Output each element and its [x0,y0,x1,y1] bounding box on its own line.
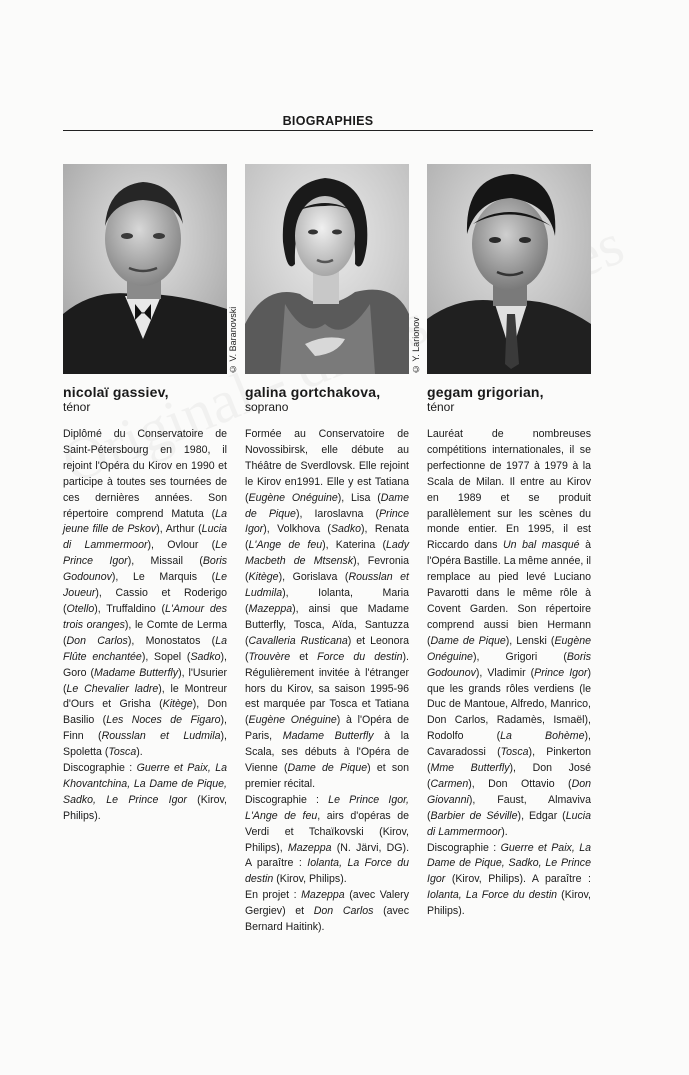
artist-column-1 [63,164,227,825]
bio-text: ), Lisa ( [337,491,381,504]
bio-text: ), Don José ( [427,762,592,790]
bio-italic-text: Don Giovanni [427,777,591,806]
bio-text: ), Le Marquis ( [111,571,216,584]
bio-italic-text: Le Prince Igor, L'Ange de feu [245,793,409,822]
bio-italic-text: Un bal masqué [502,539,580,552]
bio-paragraph [63,427,227,761]
bio-text: (Kirov, Philips). [273,873,347,886]
bio-text: (avec Valery Gergiev) et [245,889,409,918]
bio-italic-text: Eugène Onéguine [248,491,338,504]
bio-text: Discographie : [245,793,329,806]
bio-text: ), Pinkerton ( [427,746,592,775]
bio-italic-text: Les Noces de Figaro [106,714,221,727]
bio-text: (Kirov, Philips). [427,889,591,918]
bio-italic-text: Prince Igor [534,666,588,679]
artist-column-3 [427,164,591,920]
bio-italic-text: Iolanta, La Force du destin [427,889,558,902]
bio-italic-text: L'Ange de feu [248,539,323,552]
photo-credit: © V. Baranovski [228,306,238,374]
bio-italic-text: Guerre et Paix, La Khovantchina, La Dame de Pique, Sadko, Le Prince Igor [63,762,227,806]
bio-text: ), Sopel ( [141,650,191,663]
bio-italic-text: Dame de Pique [430,634,506,647]
bio-text: ) que les grands rôles verdiens (le Duc de Mantoue, Alfredo, Manrico, Don Carlos, Radamès, Ismaël), Rodolfo ( [427,666,591,743]
bio-italic-text: Tosca [108,746,137,759]
bio-text: et [290,650,318,663]
artist-role: soprano [245,400,289,414]
bio-italic-text: Boris Godounov [63,555,227,584]
bio-text: ), Iaroslavna ( [295,507,379,520]
bio-italic-text: Cavalleria Rusticana [248,634,348,647]
section-header [63,114,593,131]
bio-text: ) et Leonora ( [245,634,409,663]
bio-text: (Kirov, Philips). A paraître : [445,873,591,886]
bio-italic-text: Eugène Onéguine [427,634,591,663]
bio-text: ), Arthur ( [156,523,202,536]
bio-italic-text: Lucia di Lammermoor [63,523,227,552]
bio-italic-text: Mazeppa [287,841,332,854]
bio-paragraph [427,427,591,841]
artist-column-2 [245,164,409,936]
bio-italic-text: Tosca [500,746,529,759]
bio-text: ), Grigori ( [472,650,567,663]
bio-italic-text: Iolanta, La Force du destin [245,857,409,886]
bio-paragraph [427,841,591,921]
bio-paragraph [63,761,227,825]
bio-italic-text: Mazeppa [248,602,293,615]
bio-text: En projet : [245,889,302,902]
bio-text: ) à l'Opéra de Paris, [245,714,409,743]
bio-text: ), Renata ( [245,523,409,552]
portrait-graphic-3 [427,164,591,374]
bio-italic-text: Sadko [190,650,221,663]
bio-italic-text: Boris Godounov [427,650,591,679]
bio-italic-text: Le Joueur [63,571,227,600]
bio-text: ) et son premier récital. [245,762,409,790]
bio-text: Diplômé du Conservatoire de Saint-Pétersbourg en 1980, il rejoint l'Opéra du Kirov en 1990 et participe à toutes ses tournées de ces dernières années. Son répertoire comprend Matuta ( [63,428,227,520]
artist-bio [427,427,591,920]
portrait-graphic-1 [63,164,227,374]
bio-text: ), Iolanta, Maria ( [245,587,409,615]
bio-text: (avec Bernard Haitink). [245,905,410,934]
bio-text: ), le Montreur d'Ours et Grisha ( [63,682,227,711]
bio-text: à la Scala, ses débuts à l'Opéra de Vienne ( [245,730,409,775]
bio-italic-text: Don Carlos [66,634,128,647]
bio-text: ), Cavaradossi ( [427,730,591,759]
bio-italic-text: Rousslan et Ludmila [101,730,221,743]
artist-name: galina gortchakova, [245,384,381,400]
bio-text: Lauréat de nombreuses compétitions internationales, il se perfectionne de 1977 à 1979 à la Scala de Milan. Il entre au Kirov en 1989 et se produit parallèlement sur les scènes du monde entier. En 1995, il est Riccardo dans [427,428,591,552]
artist-photo-1 [63,164,227,374]
bio-italic-text: L'Amour des trois oranges [63,602,227,631]
bio-italic-text: Madame Butterfly [282,730,374,743]
bio-text: ), Vladimir ( [475,666,535,679]
bio-italic-text: Rousslan et Ludmila [245,571,409,600]
bio-paragraph [245,427,409,793]
bio-italic-text: La jeune fille de Pskov [63,507,227,536]
bio-italic-text: Prince Igor [245,507,409,536]
bio-italic-text: Force du destin [317,650,403,663]
bio-text: ), Goro ( [63,650,227,679]
artist-photo-2 [245,164,409,374]
bio-italic-text: La Bohème [500,730,585,743]
bio-paragraph [245,793,409,888]
bio-italic-text: Madame Butterfly [94,666,179,679]
bio-text: ). [136,746,143,759]
artist-bio [63,427,227,825]
bio-italic-text: Lady Macbeth de Mtsensk [245,539,409,568]
bio-text: ), Fevronia ( [245,555,409,584]
bio-text: ), Spoletta ( [63,730,227,759]
bio-text: ). [501,825,508,838]
bio-text: ), Ovlour ( [147,539,216,552]
bio-text: (Kirov, Philips). [63,793,227,822]
portrait-graphic-2 [245,164,409,374]
bio-italic-text: Mme Butterfly [430,762,510,775]
bio-text: ), Cassio et Roderigo ( [63,587,227,615]
bio-italic-text: La Flûte enchantée [63,634,227,663]
bio-italic-text: Sadko [330,523,362,536]
bio-text: ). Régulièrement invitée à l'étranger hors du Kirov, sa saison 1995-96 est marquée par Tosca et Tatiana ( [245,650,409,727]
artist-name: nicolaï gassiev, [63,384,169,400]
bio-text: ), le Comte de Lerma ( [63,618,227,647]
bio-text: ), ainsi que Madame Butterfly, Tosca, Aïda, Santuzza ( [245,602,409,647]
bio-italic-text: Don Carlos [313,905,374,918]
artist-bio [245,427,409,936]
bio-italic-text: Guerre et Paix, La Dame de Pique, Sadko, Le Prince Igor [427,841,591,886]
bio-text: ), Finn ( [63,714,227,743]
bio-text: Formée au Conservatoire de Novossibirsk, elle débute au Théâtre de Sverdlovsk. Elle rejoint le Kirov en1991. Elle y est Tatiana ( [245,428,409,504]
bio-text: ), Volkhova ( [263,523,331,536]
bio-italic-text: Kitège [162,698,193,711]
bio-text: à l'Opéra Bastille. La même année, il remplace au pied levé Luciano Pavarotti dans le même rôle à Covent Garden. Son répertoire comprend aussi bien Hermann ( [427,539,591,647]
artist-role: ténor [63,400,91,414]
bio-italic-text: Trouvère [248,650,291,663]
bio-text: (N. Järvi, DG). A paraître : [245,841,410,870]
bio-text: Discographie : [63,762,137,775]
bio-italic-text: Dame de Pique [287,762,368,775]
bio-italic-text: Kitège [248,571,279,584]
bio-text: ), Lenski ( [505,634,555,647]
bio-italic-text: Carmen [430,777,469,790]
bio-paragraph [245,888,409,936]
bio-italic-text: Le Chevalier ladre [66,682,159,695]
section-title: BIOGRAPHIES [282,114,374,128]
bio-italic-text: Mazeppa [301,889,345,902]
bio-text: ), Gorislava ( [278,571,349,584]
bio-italic-text: Dame de Pique [245,491,409,520]
bio-text: ), Katerina ( [322,539,387,552]
bio-text: ), Don Basilio ( [63,698,227,727]
artist-name: gegam grigorian, [427,384,544,400]
photo-credit: © Y. Larionov [411,317,421,374]
bio-text: ), Edgar ( [517,809,566,822]
bio-italic-text: Otello [66,602,95,615]
bio-text: , airs d'opéras de Verdi et Tchaïkovski (Kirov, Philips), [245,809,409,854]
bio-italic-text: Barbier de Séville [430,809,518,822]
bio-text: ), Missail ( [127,555,203,568]
bio-text: ), Don Ottavio ( [468,777,572,790]
bio-text: Discographie : [427,841,501,854]
bio-text: ), Monostatos ( [127,634,216,647]
artist-photo-3 [427,164,591,374]
bio-italic-text: Eugène Onéguine [248,714,337,727]
artist-role: ténor [427,400,455,414]
bio-italic-text: Le Prince Igor [63,539,227,568]
bio-text: ), l'Usurier ( [63,666,227,695]
bio-text: ), Faust, Almaviva ( [427,793,591,822]
bio-italic-text: Lucia di Lammermoor [427,809,592,838]
bio-text: ), Truffaldino ( [94,602,166,615]
